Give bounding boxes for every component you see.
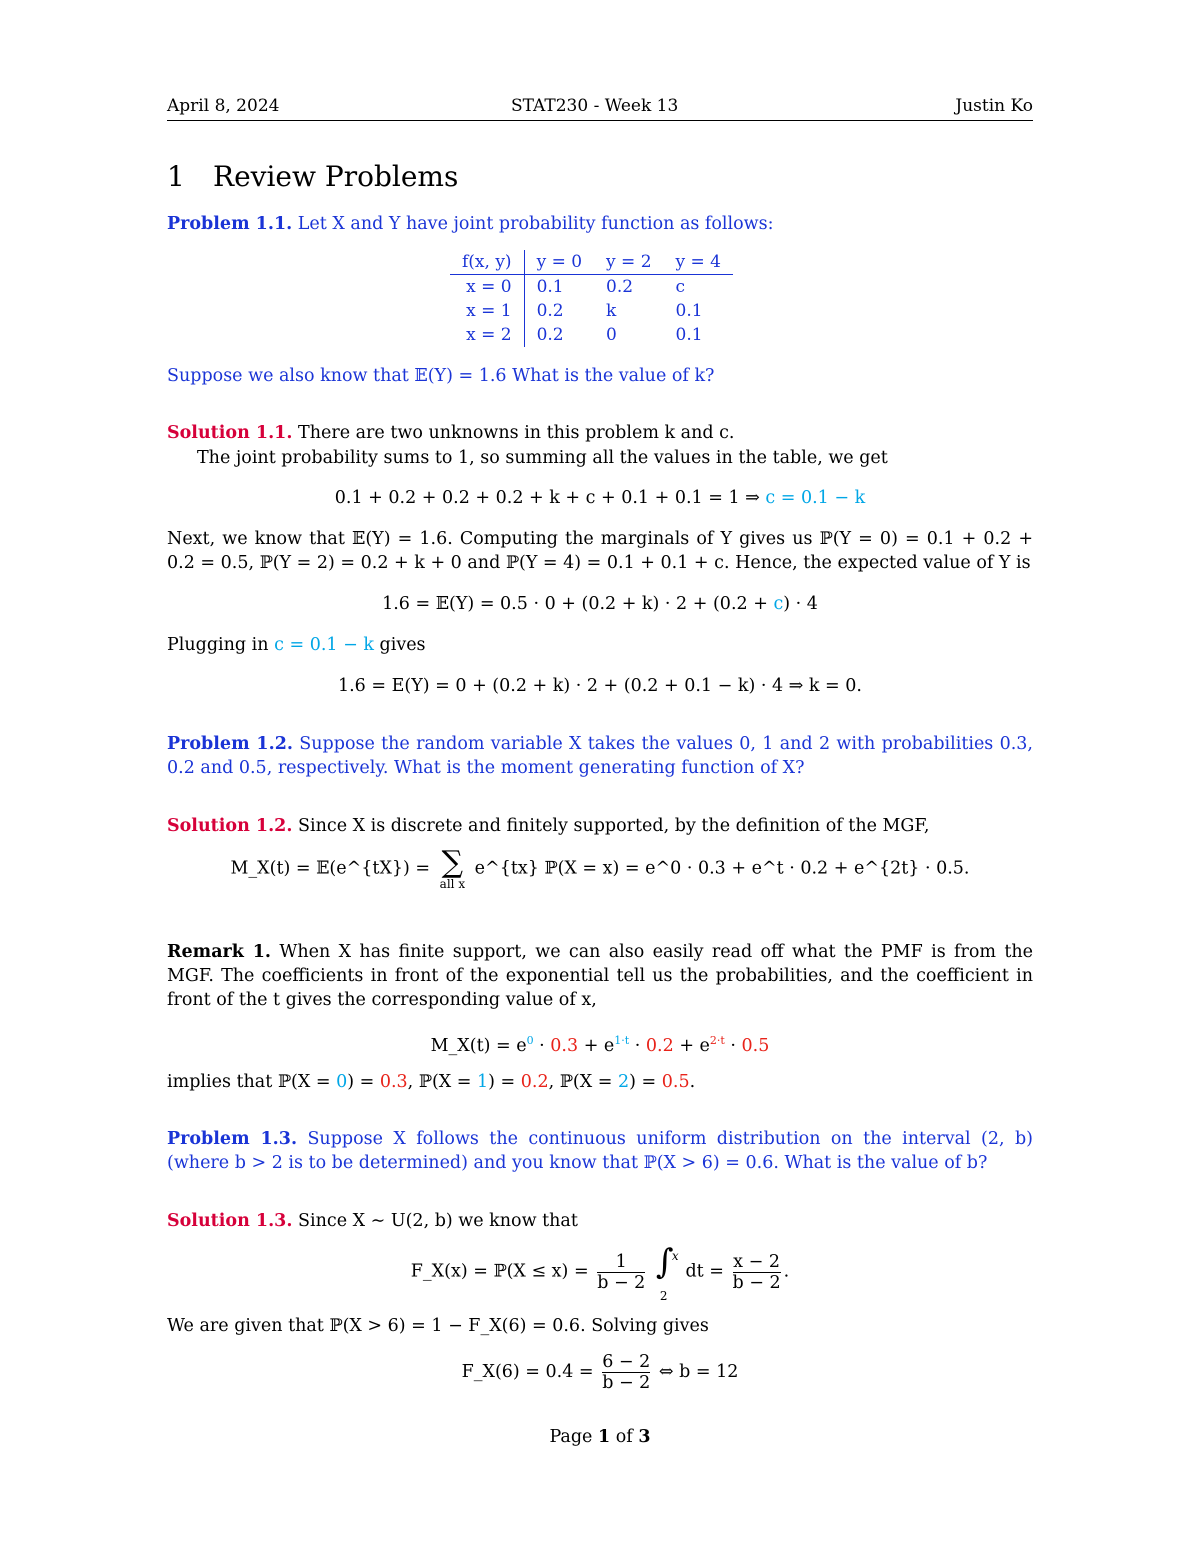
equation-text: F_X(6) = 0.4 = bbox=[461, 1362, 594, 1382]
equation-text: 0.1 + 0.2 + 0.2 + 0.2 + k + c + 0.1 + 0.1 = 1 ⇒ bbox=[334, 488, 766, 508]
table-header-row bbox=[450, 250, 733, 275]
solution-1-2 bbox=[167, 814, 1033, 838]
equation-text: M_X(t) = 𝔼(e^{tX}) = bbox=[230, 858, 431, 879]
header-author: Justin Ko bbox=[955, 96, 1033, 116]
pmf-value: 1 bbox=[477, 1072, 489, 1092]
table-col-header: y = 0 bbox=[524, 250, 594, 275]
table-cell: 0.2 bbox=[606, 277, 634, 297]
equation-mgf bbox=[167, 845, 1033, 891]
equation-expectation bbox=[167, 592, 1033, 616]
table-row-header: x = 2 bbox=[450, 323, 524, 347]
equation-highlight: c bbox=[773, 594, 784, 614]
equation-text: F_X(x) = ℙ(X ≤ x) = bbox=[410, 1261, 589, 1282]
table-col-header: y = 2 bbox=[594, 250, 663, 275]
summation-subscript: all x bbox=[439, 877, 466, 891]
solution-1-1-plug bbox=[167, 633, 1033, 657]
footer-of: of bbox=[615, 1427, 633, 1447]
solution-1-1-paragraph: Next, we know that 𝔼(Y) = 1.6. Computing the marginals of Y gives us ℙ(Y = 0) = 0.1 + 0.2 + 0.2 = 0.5, ℙ(Y = 2) = 0.2 + k + 0 and ℙ(Y = 4) = 0.1 + 0.1 + c. Hence, the expected value of Y is bbox=[167, 529, 1033, 573]
table-cell: c bbox=[675, 277, 686, 297]
remark-text: When X has finite support, we can also easily read off what the PMF is from the MGF. The coefficients in front of the exponential tell us the probabilities, and the coefficient in front of the t gives the corresponding value of x, bbox=[167, 942, 1033, 1010]
table-row-header: x = 0 bbox=[450, 275, 524, 300]
solution-1-1-line2: The joint probability sums to 1, so summing all the values in the table, we get bbox=[197, 448, 888, 468]
highlight: c = 0.1 − k bbox=[274, 635, 374, 655]
equation-text: M_X(t) = bbox=[430, 1035, 517, 1056]
running-header bbox=[167, 96, 1033, 121]
equation-cdf: F_X(x) = ℙ(X ≤ x) = $\frac{1}{b - 2}$ ∫ x 2 dt = $\frac{x - 2}{b - 2}$ . bbox=[167, 1248, 1033, 1296]
problem-text: Suppose X follows the continuous uniform distribution on the interval (2, b) (where b > 2 is to be determined) and you know that ℙ(X > 6) = 0.6. What is the value of b? bbox=[167, 1129, 1033, 1173]
exponent: 2·t bbox=[709, 1034, 725, 1047]
table-cell: 0.1 bbox=[536, 277, 564, 297]
integral bbox=[654, 1242, 680, 1303]
table-row bbox=[450, 323, 733, 347]
page-footer bbox=[167, 1427, 1033, 1447]
coefficient: 0.5 bbox=[741, 1035, 770, 1056]
solution-text: There are two unknowns in this problem k and c. bbox=[298, 423, 735, 443]
pmf-value: 2 bbox=[618, 1072, 630, 1092]
footer-page: 1 bbox=[598, 1427, 611, 1447]
problem-label: Problem 1.3. bbox=[167, 1129, 298, 1149]
problem-label: Problem 1.2. bbox=[167, 734, 293, 754]
fraction bbox=[733, 1252, 781, 1293]
equation-text: 1.6 = 𝔼(Y) = 0.5 · 0 + (0.2 + k) · 2 + (0.2 + bbox=[382, 594, 774, 614]
equation-text: dt = bbox=[685, 1261, 724, 1282]
text: implies that bbox=[167, 1072, 273, 1092]
denominator: b − 2 bbox=[732, 1272, 781, 1293]
solution-1-3 bbox=[167, 1209, 1033, 1233]
table-cell: 0.1 bbox=[675, 325, 703, 345]
denominator: b − 2 bbox=[602, 1373, 651, 1393]
exp-base: e bbox=[516, 1035, 527, 1056]
section-heading bbox=[167, 160, 458, 193]
denominator: b − 2 bbox=[597, 1272, 646, 1293]
pmf-prob: 0.5 bbox=[661, 1072, 690, 1092]
exponent: 0 bbox=[526, 1034, 534, 1047]
problem-1-3 bbox=[167, 1127, 1033, 1175]
table-cell: 0 bbox=[606, 325, 617, 345]
solution-label: Solution 1.3. bbox=[167, 1211, 293, 1231]
remark-pmf-line: implies that ℙ(X = 0) = 0.3, ℙ(X = 1) = 0.2, ℙ(X = 2) = 0.5. bbox=[167, 1072, 696, 1092]
remark-1 bbox=[167, 940, 1033, 1012]
fraction bbox=[597, 1252, 645, 1293]
table-col-header: y = 4 bbox=[664, 250, 733, 275]
integral-sign: ∫ bbox=[655, 1242, 674, 1282]
footer-total: 3 bbox=[638, 1427, 651, 1447]
pmf-prob: 0.3 bbox=[379, 1072, 408, 1092]
pmf-prob: 0.2 bbox=[520, 1072, 549, 1092]
solution-text: Since X is discrete and finitely supported, by the definition of the MGF, bbox=[298, 816, 930, 836]
equation-mgf-colored: M_X(t) = $e^0 \cdot 0.3 + e^{1\cdot t} \cdot 0.2 + e^{2\cdot t} \cdot 0.5$ bbox=[430, 1034, 770, 1056]
table-cell: 0.2 bbox=[536, 325, 564, 345]
solution-1-3-line2: We are given that ℙ(X > 6) = 1 − F_X(6) = 0.6. Solving gives bbox=[167, 1316, 709, 1336]
sigma-symbol: ∑ bbox=[441, 845, 464, 880]
problem-1-2 bbox=[167, 732, 1033, 780]
equation-text: ) · 4 bbox=[783, 594, 818, 614]
footer-prefix: Page bbox=[549, 1427, 593, 1447]
header-date: April 8, 2024 bbox=[167, 96, 280, 116]
summation bbox=[439, 845, 466, 891]
table-cell: 0.1 bbox=[675, 301, 703, 321]
remark-label: Remark 1. bbox=[167, 942, 272, 962]
pmf-value: 0 bbox=[336, 1072, 348, 1092]
solution-1-1 bbox=[167, 421, 1033, 445]
table-row-header: x = 1 bbox=[450, 299, 524, 323]
exp-base: e bbox=[699, 1035, 710, 1056]
table-row bbox=[450, 275, 733, 300]
text: gives bbox=[373, 635, 426, 655]
integral-upper: x bbox=[671, 1249, 679, 1263]
problem-1-1 bbox=[167, 212, 1033, 236]
text: Plugging in bbox=[167, 635, 275, 655]
equation-text: ⇔ b = 12 bbox=[658, 1362, 739, 1382]
solution-label: Solution 1.2. bbox=[167, 816, 293, 836]
equation-highlight: c = 0.1 − k bbox=[765, 488, 866, 508]
section-number: 1 bbox=[167, 160, 185, 193]
equation-sum bbox=[167, 486, 1033, 510]
problem-text: Suppose the random variable X takes the values 0, 1 and 2 with probabilities 0.3, 0.2 and 0.5, respectively. What is the moment generating function of X? bbox=[167, 734, 1033, 778]
joint-probability-table bbox=[450, 250, 733, 347]
problem-label: Problem 1.1. bbox=[167, 214, 293, 234]
table-cell: 0.2 bbox=[536, 301, 564, 321]
integral-lower: 2 bbox=[659, 1289, 668, 1303]
solution-text: Since X ∼ U(2, b) we know that bbox=[298, 1211, 578, 1231]
header-course: STAT230 - Week 13 bbox=[511, 96, 679, 116]
coefficient: 0.3 bbox=[550, 1035, 579, 1056]
numerator: 1 bbox=[597, 1252, 645, 1273]
problem-1-1-question: Suppose we also know that 𝔼(Y) = 1.6 What is the value of k? bbox=[167, 366, 715, 386]
exp-base: e bbox=[603, 1035, 615, 1056]
exponent: 1·t bbox=[614, 1034, 630, 1047]
numerator: 6 − 2 bbox=[602, 1352, 651, 1372]
problem-text: Let X and Y have joint probability function as follows: bbox=[297, 214, 774, 234]
table-row bbox=[450, 299, 733, 323]
equation-solve-k: 1.6 = E(Y) = 0 + (0.2 + k) · 2 + (0.2 + 0.1 − k) · 4 ⇒ k = 0. bbox=[337, 676, 862, 696]
fraction bbox=[602, 1352, 650, 1393]
solution-label: Solution 1.1. bbox=[167, 423, 293, 443]
section-title: Review Problems bbox=[213, 160, 459, 193]
equation-solve-b bbox=[167, 1352, 1033, 1393]
numerator: x − 2 bbox=[733, 1251, 780, 1272]
table-cell: k bbox=[606, 301, 617, 321]
coefficient: 0.2 bbox=[645, 1035, 674, 1056]
table-corner: f(x, y) bbox=[450, 250, 524, 275]
equation-text: e^{tx} ℙ(X = x) = e^0 · 0.3 + e^t · 0.2 + e^{2t} · 0.5. bbox=[474, 858, 970, 879]
